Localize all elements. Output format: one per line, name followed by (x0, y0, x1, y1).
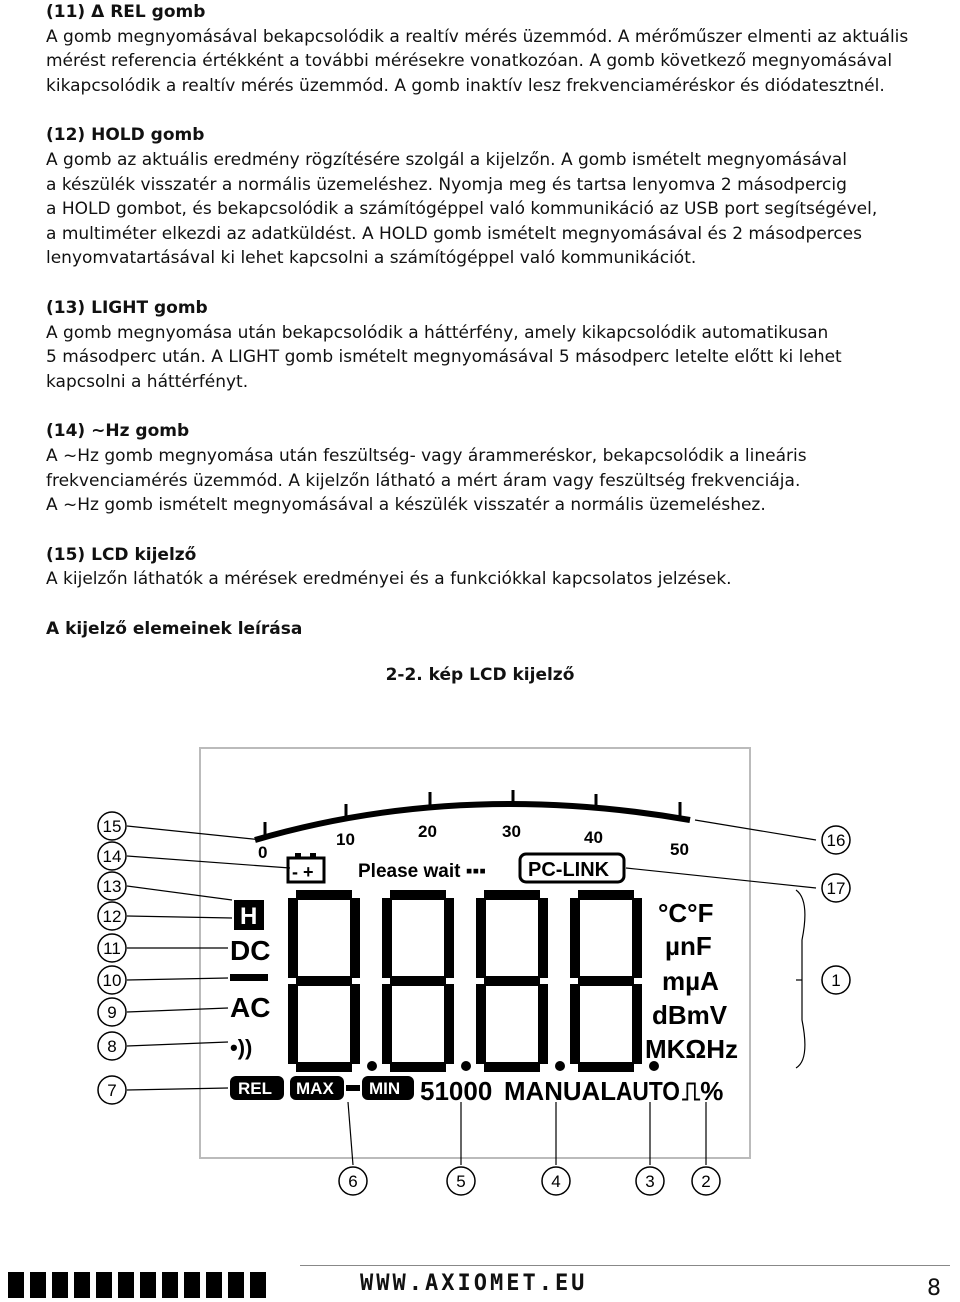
please-wait-label: Please wait ▪▪▪ (358, 861, 486, 882)
svg-text:10: 10 (102, 971, 122, 990)
paragraph-line: A gomb megnyomása után bekapcsolódik a háttérfény, amely kikapcsolódik automatikusan (46, 322, 829, 343)
paragraph-line: A ~Hz gomb ismételt megnyomásával a készülék visszatér a normális üzemeléshez. (46, 495, 766, 516)
unit-dbmv: dBmV (652, 1000, 728, 1030)
rel-indicator: REL (238, 1079, 272, 1098)
max-indicator: MAX (296, 1079, 334, 1098)
max-min-dash (346, 1085, 360, 1091)
callout-9 (98, 998, 126, 1026)
callout-6 (339, 1167, 367, 1195)
lcd-display-figure (90, 740, 870, 1200)
minus-sign (230, 974, 268, 981)
callout-13 (98, 872, 126, 900)
section-heading: (13) LIGHT gomb (46, 297, 208, 318)
callout-11 (98, 934, 126, 962)
svg-text:14: 14 (102, 847, 122, 866)
section-rel (46, 0, 926, 98)
callout-3 (636, 1167, 664, 1195)
paragraph-line: frekvenciamérés üzemmód. A kijelzőn látható a mért áram vagy feszültség frekvenciája. (46, 470, 801, 491)
svg-text:5: 5 (456, 1172, 466, 1191)
section-hold (46, 123, 926, 271)
svg-text:- +: - + (292, 862, 314, 882)
callout-16 (822, 826, 850, 854)
duty-cycle-indicator: ⎍% (682, 1076, 724, 1106)
svg-text:9: 9 (107, 1003, 117, 1022)
callout-10 (98, 966, 126, 994)
paragraph-line: a készülék visszatér a normális üzemeléshez. Nyomja meg és tartsa lenyomva 2 másodpercig (46, 174, 847, 195)
paragraph-line: mérést referencia értékként a további mérésekre vonatkozóan. A gomb következő megnyomásával (46, 51, 893, 72)
svg-text:13: 13 (102, 877, 122, 896)
bargraph-ticks (265, 790, 680, 837)
callout-7 (98, 1076, 126, 1104)
unit-capacitance: µnF (665, 931, 712, 961)
paragraph-line: A gomb megnyomásával bekapcsolódik a realtív mérés üzemmód. A mérőműszer elmenti az aktuális (46, 26, 909, 47)
paragraph-line: a HOLD gombot, és bekapcsolódik a számítógéppel való kommunikáció az USB port segítségével, (46, 199, 878, 220)
dc-indicator: DC (230, 935, 271, 966)
unit-resistance-frequency: MKΩHz (645, 1034, 739, 1064)
unit-current: mµA (662, 966, 719, 996)
svg-text:12: 12 (102, 907, 122, 926)
paragraph-line: kapcsolni a háttérfényt. (46, 371, 249, 392)
seven-segment-digits (288, 890, 659, 1072)
buzzer-icon: •)) (230, 1035, 253, 1060)
footer-bars-logo (8, 1272, 278, 1298)
footer-url[interactable]: WWW.AXIOMET.EU (360, 1271, 588, 1296)
section-lcd (46, 543, 926, 592)
count-indicator: 51000 (420, 1076, 493, 1106)
paragraph-line: A kijelzőn láthatók a mérések eredményei és a funkciókkal kapcsolatos jelzések. (46, 569, 732, 590)
svg-text:8: 8 (107, 1037, 117, 1056)
manual-indicator: MANUAL (504, 1076, 617, 1106)
paragraph-line: 5 másodperc után. A LIGHT gomb ismételt megnyomásával 5 másodperc letelte előtt ki lehet (46, 347, 842, 368)
paragraph-line: a multiméter elkezdi az adatküldést. A HOLD gomb ismételt megnyomásával és 2 másodperces (46, 223, 862, 244)
svg-text:16: 16 (826, 831, 846, 850)
svg-text:17: 17 (826, 879, 846, 898)
svg-text:6: 6 (348, 1172, 358, 1191)
callout-12 (98, 902, 126, 930)
scale-label: 30 (502, 822, 521, 841)
ac-indicator: AC (230, 992, 271, 1023)
section-heading: (14) ~Hz gomb (46, 421, 190, 442)
svg-text:3: 3 (645, 1172, 655, 1191)
callout-4 (542, 1167, 570, 1195)
callout-15 (98, 812, 126, 840)
svg-text:7: 7 (107, 1081, 117, 1100)
section-hz (46, 419, 926, 517)
subheading: A kijelző elemeinek leírása (46, 618, 303, 639)
paragraph-line: A gomb az aktuális eredmény rögzítésére szolgál a kijelzőn. A gomb ismételt megnyomásával (46, 149, 847, 170)
footer-rule (300, 1265, 950, 1266)
page-number: 8 (927, 1276, 941, 1301)
min-indicator: MIN (369, 1079, 401, 1098)
callout-2 (692, 1167, 720, 1195)
section-light (46, 296, 926, 394)
section-heading: (12) HOLD gomb (46, 125, 205, 146)
svg-text:15: 15 (102, 817, 122, 836)
svg-text:4: 4 (551, 1172, 561, 1191)
auto-indicator: AUTO (616, 1076, 680, 1106)
svg-text:1: 1 (831, 971, 841, 990)
callout-5 (447, 1167, 475, 1195)
svg-text:11: 11 (103, 939, 121, 958)
section-heading: (11) Δ REL gomb (46, 2, 206, 22)
bargraph-arc (255, 804, 690, 840)
paragraph-line: A ~Hz gomb megnyomása után feszültség- vagy árammeréskor, bekapcsolódik a lineáris (46, 445, 807, 466)
section-heading: (15) LCD kijelző (46, 544, 197, 565)
pc-link-label: PC-LINK (528, 859, 610, 881)
paragraph-line: kikapcsolódik a realtív mérés üzemmód. A gomb inaktív lesz frekvenciaméréskor és diódatesztnél. (46, 75, 885, 96)
battery-icon (288, 853, 324, 882)
callout-1 (822, 966, 850, 994)
scale-label: 40 (584, 828, 603, 847)
callout-14 (98, 842, 126, 870)
document-body (46, 0, 926, 641)
callout-8 (98, 1032, 126, 1060)
hold-indicator: H (240, 903, 258, 930)
callout-17 (822, 874, 850, 902)
svg-text:2: 2 (701, 1172, 711, 1191)
paragraph-line: lenyomvatartásával ki lehet kapcsolni a számítógéppel való kommunikációt. (46, 248, 697, 269)
scale-label: 20 (418, 822, 437, 841)
scale-label: 50 (670, 840, 689, 859)
scale-label: 10 (336, 830, 355, 849)
figure-caption: 2-2. kép LCD kijelző (385, 665, 575, 685)
scale-label: 0 (258, 843, 268, 862)
unit-temperature: °C°F (658, 898, 714, 928)
